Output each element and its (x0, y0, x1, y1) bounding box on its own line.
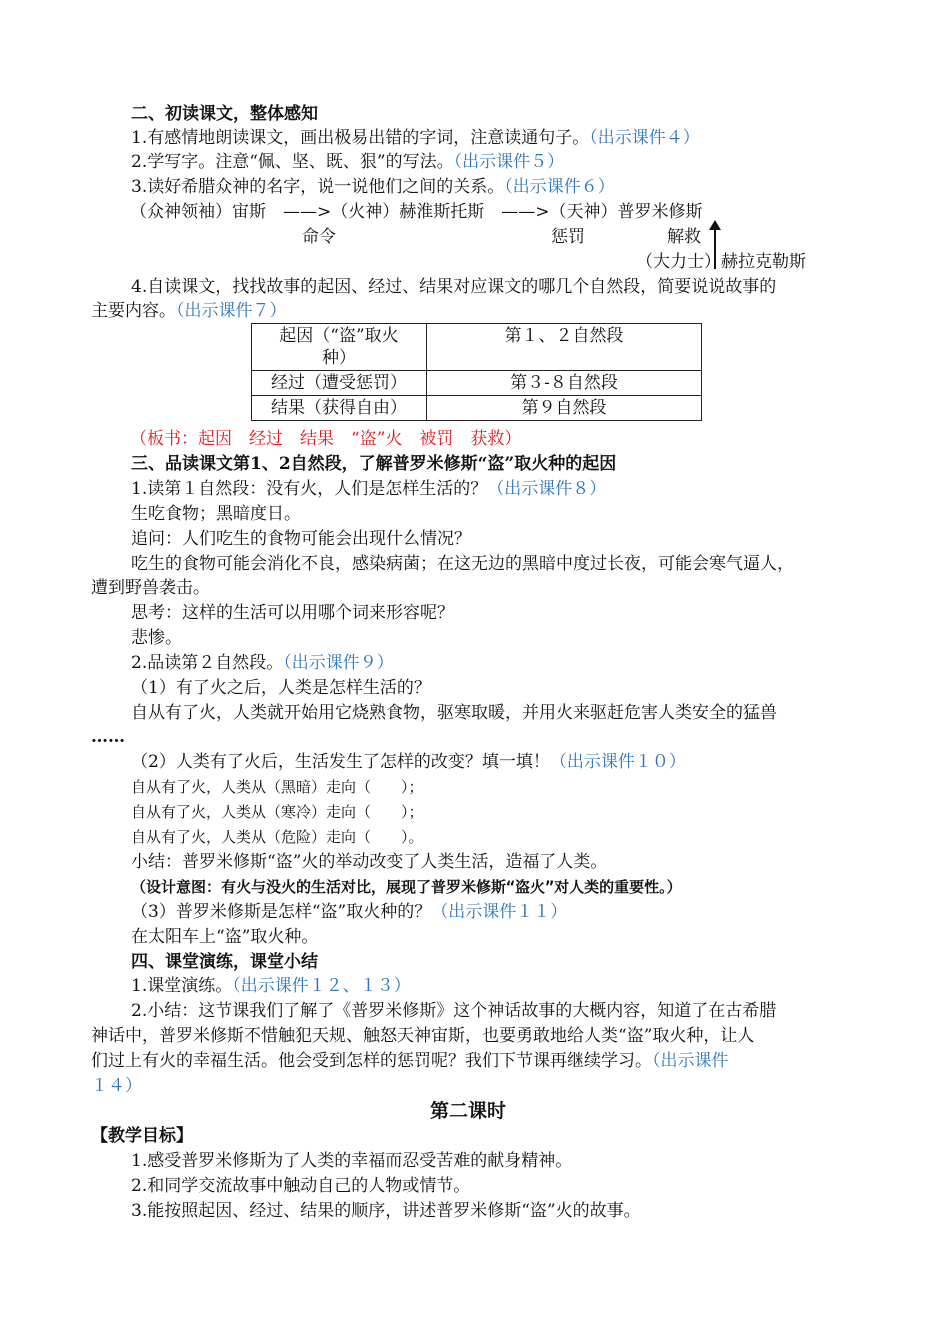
section-4-title: 四、课堂演练，课堂小结 (131, 952, 318, 972)
slide-ref: （出示课件８） (487, 479, 607, 499)
summary-line-3-text: 们过上有火的幸福生活。他会受到怎样的惩罚呢？我们下节课再继续学习。 (91, 1051, 652, 1071)
question-2-text: 2.品读第２自然段。 (131, 653, 284, 673)
lesson-2-heading: 第二课时 (430, 1100, 507, 1122)
relation-verb-punish: 惩罚 (551, 227, 585, 247)
practice-text: 1.课堂演练。 (131, 976, 233, 996)
goal-2: 2.和同学交流故事中触动自己的人物或情节。 (131, 1176, 471, 1196)
slide-ref: （出示课件７） (176, 301, 287, 321)
item-4-line-1: 4.自读课文，找找故事的起因、经过、结果对应课文的哪几个自然段，简要说说故事的 (131, 277, 777, 297)
answer-1: 生吃食物；黑暗度日。 (131, 504, 301, 524)
item-4-line-2 (91, 299, 287, 323)
relation-verb-rescue: 解救 (667, 227, 701, 247)
answer-2-line-1: 吃生的食物可能会消化不良，感染病菌；在这无边的黑暗中度过长夜，可能会寒气逼人， (131, 554, 794, 574)
table-cell-label: 结果（获得自由） (252, 396, 427, 421)
answer-4-line-1: 自从有了火，人类就开始用它烧熟食物，驱寒取暖，并用火来驱赶危害人类安全的猛兽 (131, 703, 777, 723)
table-row (252, 396, 702, 421)
slide-ref: （出示课件４） (589, 128, 700, 148)
section-2-title: 二、初读课文，整体感知 (131, 104, 318, 124)
board-notes: （板书：起因 经过 结果 “盗”火 被罚 获救） (130, 429, 522, 449)
slide-ref: （出示课件１２、１３） (232, 976, 411, 996)
question-2-2 (131, 750, 686, 774)
item-3 (131, 175, 615, 199)
question-2-3 (131, 900, 567, 924)
item-4-text: 主要内容。 (91, 301, 176, 321)
answer-3: 悲惨。 (131, 628, 182, 648)
item-1-text: 1.有感情地朗读课文，画出极易出错的字词，注意读通句子。 (131, 128, 590, 148)
table-row (252, 324, 702, 371)
relation-verb-command: 命令 (302, 227, 336, 247)
slide-ref-continued: １４） (91, 1076, 142, 1096)
item-2-text: 2.学写字。注意“佩、坚、既、狠”的写法。 (131, 152, 454, 172)
summary: 小结：普罗米修斯“盗”火的举动改变了人类生活，造福了人类。 (131, 852, 608, 872)
section-3-title: 三、品读课文第1、2自然段，了解普罗米修斯“盗”取火种的起因 (131, 454, 617, 474)
table-cell-value: 第９自然段 (427, 396, 702, 421)
fill-blank-2: 自从有了火，人类从（寒冷）走向（ ）； (131, 803, 424, 821)
relation-row: （众神领袖）宙斯 ——>（火神）赫淮斯托斯 ——>（天神）普罗米修斯 (130, 202, 703, 222)
question-2-1: （1）有了火之后，人类是怎样生活的？ (131, 678, 431, 698)
fill-blank-1: 自从有了火，人类从（黑暗）走向（ ）； (131, 778, 424, 796)
fill-blank-3: 自从有了火，人类从（危险）走向（ ）。 (131, 828, 424, 846)
cell-line: 种） (322, 348, 356, 368)
answer-5: 在太阳车上“盗”取火种。 (131, 927, 319, 947)
table-cell-label: 经过（遭受惩罚） (252, 371, 427, 396)
goal-1: 1.感受普罗米修斯为了人类的幸福而忍受苦难的献身精神。 (131, 1151, 573, 1171)
teaching-goals-title: 【教学目标】 (91, 1126, 193, 1146)
story-structure-table (251, 323, 702, 421)
follow-up-question: 追问：人们吃生的食物可能会出现什么情况？ (131, 529, 471, 549)
goal-3: 3.能按照起因、经过、结果的顺序，讲述普罗米修斯“盗”火的故事。 (131, 1201, 641, 1221)
table-cell-value: 第１、２自然段 (427, 324, 702, 371)
think-question: 思考：这样的生活可以用哪个词来形容呢？ (131, 603, 454, 623)
table-cell-label (252, 324, 427, 371)
slide-ref: （出示课件９） (283, 653, 394, 673)
question-2 (131, 651, 394, 675)
question-1-text: 1.读第１自然段：没有火，人们是怎样生活的？ (131, 479, 488, 499)
item-1 (131, 126, 700, 150)
item-3-text: 3.读好希腊众神的名字，说一说他们之间的关系。 (131, 177, 505, 197)
slide-ref: （出示课件５） (453, 152, 565, 172)
relation-hero: （大力士）赫拉克勒斯 (636, 252, 806, 272)
cell-line: 起因（“盗”取火 (279, 326, 399, 346)
answer-2-line-2: 遭到野兽袭击。 (91, 578, 210, 598)
slide-ref: （出示课件６） (504, 177, 615, 197)
slide-ref: （出示课件 (652, 1051, 729, 1071)
practice (131, 974, 411, 998)
table-row (252, 371, 702, 396)
question-1 (131, 477, 606, 501)
summary-line-2: 神话中，普罗米修斯不惜触犯天规、触怒天神宙斯，也要勇敢地给人类“盗”取火种，让人 (91, 1026, 755, 1046)
question-2-2-text: （2）人类有了火后，生活发生了怎样的改变？填一填！ (131, 752, 550, 772)
item-2 (131, 150, 564, 174)
question-2-3-text: （3）普罗米修斯是怎样“盗”取火种的？ (131, 902, 432, 922)
slide-ref: （出示课件１０） (549, 752, 686, 772)
table-cell-value: 第３-８自然段 (427, 371, 702, 396)
summary-line-3 (91, 1049, 729, 1073)
slide-ref: （出示课件１１） (431, 902, 568, 922)
design-intent: （设计意图：有火与没火的生活对比，展现了普罗米修斯“盗火”对人类的重要性。） (131, 878, 682, 896)
answer-4-line-2: …… (91, 727, 125, 747)
summary-line-1: 2.小结：这节课我们了解了《普罗米修斯》这个神话故事的大概内容，知道了在古希腊 (131, 1001, 777, 1021)
